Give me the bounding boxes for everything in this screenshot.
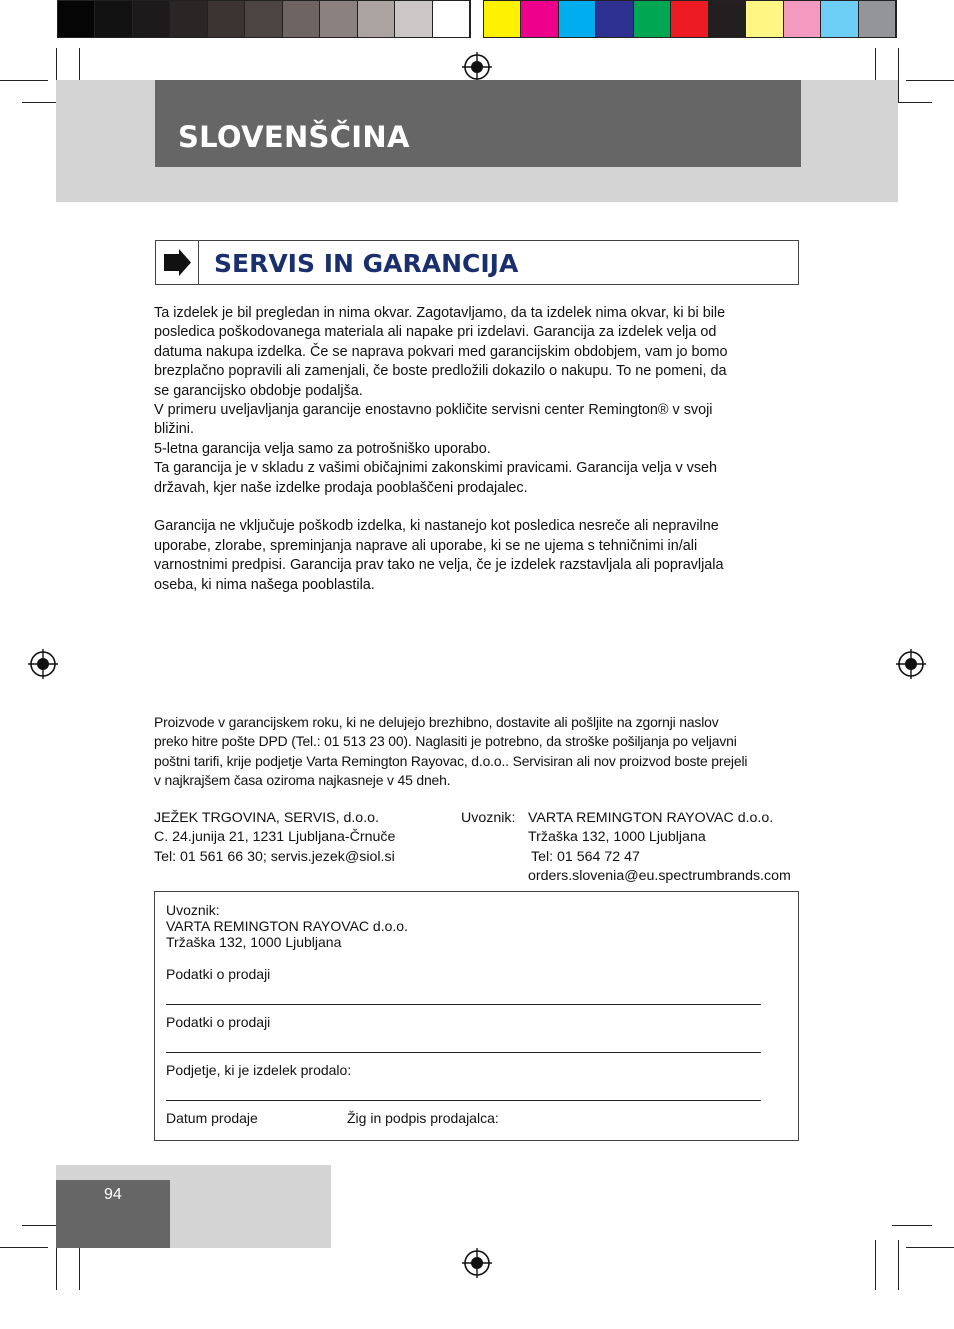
color-swatch	[746, 1, 783, 37]
gray-swatch	[58, 1, 95, 37]
process-color-bar	[483, 0, 897, 38]
service-name: JEŽEK TRGOVINA, SERVIS, d.o.o.	[154, 810, 379, 826]
text-line: datuma nakupa izdelka. Če se naprava pokvari med garancijskim obdobjem, vam jo bomo	[154, 343, 728, 360]
gray-swatch	[95, 1, 132, 37]
gray-swatch	[245, 1, 282, 37]
section-title: SERVIS IN GARANCIJA	[214, 249, 519, 278]
registration-mark-icon	[462, 52, 492, 82]
color-swatch	[596, 1, 633, 37]
color-swatch	[859, 1, 896, 37]
text-line: brezplačno popravili ali zamenjali, če boste predložili dokazilo o nakupu. To ne pomeni, da	[154, 363, 727, 380]
color-swatch	[484, 1, 521, 37]
importer-label: Uvoznik:	[461, 810, 516, 826]
gray-swatch	[395, 1, 432, 37]
color-swatch	[671, 1, 708, 37]
color-swatch	[821, 1, 858, 37]
text-line: posledica poškodovanega materiala ali napake pri izdelavi. Garancija za izdelek velja od	[154, 324, 717, 341]
text-line: preko hitre pošte DPD (Tel.: 01 513 23 00). Naglasiti je potrebno, da stroške pošiljanja po veljavni	[154, 733, 737, 750]
arrow-right-icon	[156, 241, 199, 284]
section-heading	[155, 240, 799, 285]
text-line: oseba, ki nima našega pooblastila.	[154, 576, 375, 593]
gray-swatch	[433, 1, 470, 37]
text-line: Ta izdelek je bil pregledan in nima okvar. Zagotavljamo, da ta izdelek nima okvar, ki bi bile	[154, 305, 726, 321]
text-line: se garancijsko obdobje podaljša.	[154, 382, 363, 399]
sale-data-field-2[interactable]	[166, 1052, 761, 1053]
sale-data-label-2: Podatki o prodaji	[166, 1014, 271, 1030]
text-line: Ta garancija je v skladu z vašimi običajnimi zakonskimi pravicami. Garancija velja v vseh	[154, 460, 718, 477]
importer-phone: Tel: 01 564 72 47	[531, 848, 640, 865]
text-line: državah, kjer naše izdelke prodaja pooblaščeni prodajalec.	[154, 479, 528, 496]
text-line	[154, 498, 728, 517]
gray-swatch	[133, 1, 170, 37]
text-line: varnostnimi predpisi. Garancija prav tako ne velja, če je izdelek razstavljala ali popravljala	[154, 557, 724, 574]
sale-data-field[interactable]	[166, 1004, 761, 1005]
warranty-text	[154, 304, 728, 595]
form-importer-label: Uvoznik:	[166, 902, 220, 918]
gray-swatch	[208, 1, 245, 37]
color-swatch	[634, 1, 671, 37]
color-swatch	[559, 1, 596, 37]
service-phone-email: Tel: 01 561 66 30; servis.jezek@siol.si	[154, 848, 395, 865]
page-number: 94	[104, 1186, 122, 1203]
text-line: 5-letna garancija velja samo za potrošniško uporabo.	[154, 440, 491, 457]
form-importer-address: Tržaška 132, 1000 Ljubljana	[166, 934, 342, 950]
gray-swatch	[358, 1, 395, 37]
text-line: V primeru uveljavljanja garancije enostavno pokličite servisni center Remington® v svoji	[154, 402, 713, 419]
text-line: Proizvode v garancijskem roku, ki ne delujejo brezhibno, dostavite ali pošljite na zgornji naslov	[154, 714, 719, 730]
text-line: Garancija ne vključuje poškodb izdelka, ki nastanejo kot posledica nesreče ali nepravilne	[154, 518, 719, 535]
gray-swatch	[170, 1, 207, 37]
text-line: poštni tarifi, krije podjetje Varta Remington Rayovac, d.o.o.. Servisiran ali nov proizvod boste prejeli	[154, 752, 748, 769]
service-address: C. 24.junija 21, 1231 Ljubljana-Črnuče	[154, 829, 396, 846]
service-text	[154, 713, 747, 790]
registration-mark-icon	[896, 649, 926, 679]
page-title: SLOVENŠČINA	[178, 120, 410, 154]
grayscale-color-bar	[57, 0, 471, 38]
text-line: v najkrajšem časa oziroma najkasneje v 45 dneh.	[154, 771, 451, 788]
importer-contact	[528, 809, 791, 886]
service-contact	[154, 809, 395, 867]
color-swatch	[521, 1, 558, 37]
seller-company-field[interactable]	[166, 1100, 761, 1101]
importer-name: VARTA REMINGTON RAYOVAC d.o.o.	[528, 810, 774, 826]
gray-swatch	[320, 1, 357, 37]
importer-address: Tržaška 132, 1000 Ljubljana	[528, 829, 706, 846]
sale-data-label: Podatki o prodaji	[166, 966, 271, 982]
sale-date-label: Datum prodaje	[166, 1110, 258, 1126]
form-importer-name: VARTA REMINGTON RAYOVAC d.o.o.	[166, 918, 408, 934]
registration-mark-icon	[28, 649, 58, 679]
importer-email: orders.slovenia@eu.spectrumbrands.com	[528, 867, 791, 884]
stamp-signature-label: Žig in podpis prodajalca:	[347, 1110, 499, 1126]
text-line: bližini.	[154, 421, 194, 438]
seller-company-label: Podjetje, ki je izdelek prodalo:	[166, 1062, 352, 1078]
warranty-card-form	[154, 891, 799, 1141]
color-swatch	[709, 1, 746, 37]
color-swatch	[784, 1, 821, 37]
registration-mark-icon	[462, 1248, 492, 1278]
gray-swatch	[283, 1, 320, 37]
text-line: uporabe, zlorabe, spreminjanja naprave ali uporabe, ki se ne ujema s tehničnimi in/ali	[154, 537, 698, 554]
